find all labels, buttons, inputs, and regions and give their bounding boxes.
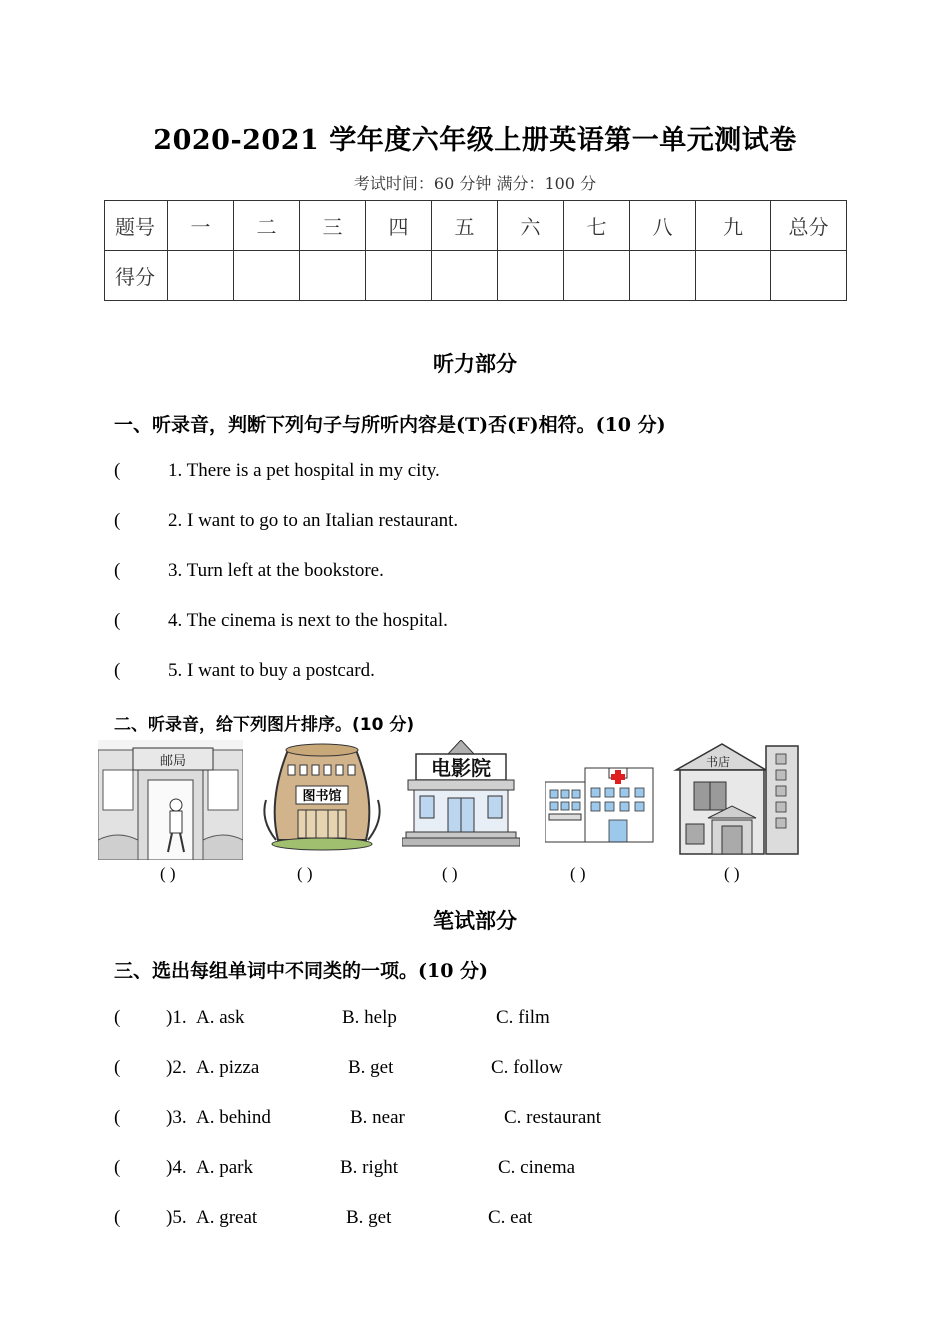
header-cell: 五 bbox=[432, 201, 498, 251]
sign-text: 电影院 bbox=[431, 756, 491, 780]
header-cell: 七 bbox=[564, 201, 630, 251]
answer-paren[interactable]: ( bbox=[114, 1107, 121, 1128]
score-cell[interactable] bbox=[366, 251, 432, 301]
answer-paren[interactable]: ( bbox=[114, 510, 121, 531]
q1-item: ( 3. Turn left at the bookstore. bbox=[114, 560, 384, 581]
header-cell: 九 bbox=[696, 201, 771, 251]
answer-paren[interactable]: ( bbox=[114, 1157, 121, 1178]
answer-paren[interactable]: ( bbox=[114, 660, 121, 681]
order-paren[interactable]: ( ) bbox=[442, 864, 458, 883]
answer-paren[interactable]: ( bbox=[114, 1007, 121, 1028]
listening-section-title: 听力部分 bbox=[433, 351, 517, 376]
header-cell: 四 bbox=[366, 201, 432, 251]
answer-paren[interactable]: ( bbox=[114, 1057, 121, 1078]
q3-item: ( )1. A. ask B. help C. film bbox=[114, 1007, 550, 1028]
score-table bbox=[104, 200, 847, 301]
header-cell: 八 bbox=[630, 201, 696, 251]
answer-paren[interactable]: ( bbox=[114, 1207, 121, 1228]
q3-item: ( )3. A. behind B. near C. restaurant bbox=[114, 1107, 602, 1128]
score-cell[interactable] bbox=[696, 251, 771, 301]
header-cell: 一 bbox=[168, 201, 234, 251]
score-table-header-row bbox=[105, 201, 847, 251]
question-3-heading: 三、选出每组单词中不同类的一项。(10 分) bbox=[114, 960, 489, 982]
q3-item: ( )2. A. pizza B. get C. follow bbox=[114, 1057, 563, 1078]
sign-text: 书店 bbox=[705, 755, 731, 769]
page-title: 2020-2021 学年度六年级上册英语第一单元测试卷 bbox=[153, 125, 797, 156]
score-cell[interactable] bbox=[432, 251, 498, 301]
bookstore-picture bbox=[672, 740, 804, 860]
score-cell[interactable] bbox=[564, 251, 630, 301]
library-picture bbox=[258, 740, 386, 860]
header-cell: 题号 bbox=[105, 201, 168, 251]
q1-item: ( 2. I want to go to an Italian restaurant. bbox=[114, 510, 459, 531]
q1-item: ( 4. The cinema is next to the hospital. bbox=[114, 610, 448, 631]
score-table-score-row bbox=[105, 251, 847, 301]
answer-paren[interactable]: ( bbox=[114, 560, 121, 581]
q3-item: ( )5. A. great B. get C. eat bbox=[114, 1207, 533, 1228]
question-1-heading: 一、听录音，判断下列句子与所听内容是(T)否(F)相符。(10 分) bbox=[114, 414, 666, 436]
row-label: 得分 bbox=[105, 251, 168, 301]
q3-item: ( )4. A. park B. right C. cinema bbox=[114, 1157, 576, 1178]
header-cell: 总分 bbox=[771, 201, 847, 251]
header-cell: 六 bbox=[498, 201, 564, 251]
cinema-picture bbox=[402, 740, 520, 860]
answer-paren[interactable]: ( bbox=[114, 460, 121, 481]
score-cell[interactable] bbox=[630, 251, 696, 301]
header-cell: 三 bbox=[300, 201, 366, 251]
score-cell[interactable] bbox=[300, 251, 366, 301]
score-cell[interactable] bbox=[234, 251, 300, 301]
order-paren[interactable]: ( ) bbox=[724, 864, 740, 883]
order-paren[interactable]: ( ) bbox=[297, 864, 313, 883]
writing-section-title: 笔试部分 bbox=[433, 908, 517, 933]
hospital-picture bbox=[545, 740, 655, 860]
post-office-picture bbox=[98, 740, 243, 860]
score-cell[interactable] bbox=[771, 251, 847, 301]
q1-item: ( 5. I want to buy a postcard. bbox=[114, 660, 375, 681]
question-2-heading: 二、听录音，给下列图片排序。(10 分) bbox=[114, 715, 415, 735]
order-paren[interactable]: ( ) bbox=[570, 864, 586, 883]
score-cell[interactable] bbox=[168, 251, 234, 301]
sign-text: 图书馆 bbox=[302, 789, 342, 804]
sign-text: 邮局 bbox=[159, 754, 187, 769]
header-cell: 二 bbox=[234, 201, 300, 251]
answer-paren[interactable]: ( bbox=[114, 610, 121, 631]
q1-item: ( 1. There is a pet hospital in my city. bbox=[114, 460, 440, 481]
order-paren[interactable]: ( ) bbox=[160, 864, 176, 883]
exam-info: 考试时间：60 分钟 满分：100 分 bbox=[353, 174, 597, 193]
score-cell[interactable] bbox=[498, 251, 564, 301]
